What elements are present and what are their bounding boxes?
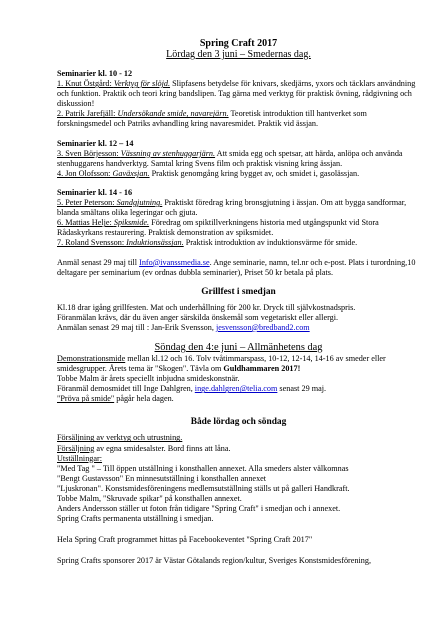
seminar-title: Gaväxsjan. — [112, 168, 150, 178]
exhibition-item: "Ljuskronan". Konstsmidesföreningens medlemsutställning ställs ut på galleri Handkraft. — [57, 483, 350, 493]
grill-heading: Grillfest i smedjan — [201, 286, 276, 297]
seminar-description: Slipfasens betydelse för knivars, skedjärns, yxors och täcklars användning och funktion. Praktik och teori kring bandslipen. Tag gärna med verktyg för praktisk övning, rådgivning och diskussion! — [57, 79, 416, 109]
sunday-heading: Söndag den 4:e juni – Allmänhetens dag — [154, 341, 323, 353]
grill-line-2: Föranmälan krävs, där du även anger särskilda önskemål som vegetariskt eller allergi. — [57, 312, 339, 322]
exhibition-item: "Med Tag " – Till öppen utställning i konsthallen annexet. Alla smeders alster välkomnas — [57, 463, 349, 473]
seminar-description: Praktisk genomgång kring bygget av, och smidet i, gasolässjan. — [149, 168, 360, 178]
seminar-presenter: 5. Peter Peterson: — [57, 198, 117, 208]
seminar-item-6 — [57, 218, 420, 238]
seminar-item-3 — [57, 149, 420, 169]
signup-details: . Ange seminarie, namn, tel.nr och e-post. Plats i turordning,10 deltagare per seminarium (ev ordnas dubbla seminarier), Priset 50 kr betala på plats. — [57, 257, 416, 277]
seminar-heading-2: Seminarier kl. 12 – 14 — [57, 138, 134, 148]
signup-paragraph — [57, 258, 420, 278]
seminar-presenter: 1. Knut Östgård: — [57, 79, 114, 89]
seminar-item-4 — [57, 169, 420, 179]
facebook-note: Hela Spring Craft programmet hittas på Facebookeventet "Spring Craft 2017" — [57, 535, 313, 545]
both-days-heading: Både lördag och söndag — [190, 417, 287, 428]
sunday-line-4 — [57, 394, 420, 404]
both-line-1 — [57, 433, 420, 443]
sales-tools: Försäljning av verktyg och utrustning. — [57, 433, 183, 443]
seminar-description: Teoretisk introduktion till hantverket som forskningsmedel och Patriks avhandling kring navaresmidet. Praktik vid ässjan. — [57, 109, 367, 129]
seminar-heading-1: Seminarier kl. 10 - 12 — [57, 69, 133, 78]
seminar-title: Spiksmide. — [113, 218, 150, 228]
grill-contact: Anmälan senast 29 maj till : Jan-Erik Svensson, — [57, 322, 216, 332]
seminar-title: Sandgjutning. — [116, 198, 163, 208]
seminar-presenter: 6. Mattias Helje: — [57, 218, 114, 228]
seminar-presenter: 3. Sven Börjesson: — [57, 148, 121, 158]
seminar-presenter: 4. Jon Olofsson: — [57, 168, 113, 178]
prova-label: "Pröva på smide" — [57, 394, 115, 404]
grill-email-link[interactable]: jesvensson@bredband2.com — [215, 322, 310, 332]
sales-label: Försäljning — [57, 443, 95, 453]
demo-email-link[interactable]: inge.dahlgren@telia.com — [194, 384, 278, 394]
seminar-title: Induktionsässjan. — [126, 238, 184, 248]
seminar-presenter: 7. Roland Svensson: — [57, 238, 127, 248]
seminar-description: Praktisk introduktion av induktionsvärme för smide. — [183, 238, 358, 248]
seminar-item-2 — [57, 109, 420, 129]
seminar-item-5 — [57, 198, 420, 218]
seminar-presenter: 2. Patrik Jarefjäll: — [57, 109, 118, 119]
seminar-title: Verktyg för slöjd. — [113, 79, 171, 89]
seminar-description: Att smida egg och spetsar, att härda, anlöpa och använda stenhuggarens handverktyg. Samtal kring Svens film och praktisk visning kring ässjan. — [57, 148, 403, 168]
demo-contact: Föranmäl demosmidet till Inge Dahlgren, — [57, 384, 195, 394]
seminar-item-1 — [57, 79, 420, 109]
demo-deadline: senast 29 maj. — [277, 384, 327, 394]
exhibition-item: Anders Andersson ställer ut foton från tidigare "Spring Craft" i smedjan och i annexet. — [57, 504, 341, 514]
sunday-line-3 — [57, 384, 420, 394]
exhibition-item: "Bengt Gustavsson" En minnesutställning i konsthallen annexet — [57, 473, 267, 483]
seminar-title: Vässning av stenhuggarjärn. — [120, 148, 216, 158]
signup-text: Anmäl senast 29 maj till — [57, 257, 140, 267]
sunday-line-2: Tobbe Malm är årets speciellt inbjudna smideskonstnär. — [57, 374, 240, 384]
demo-text: mellan kl.12 och 16. Tolv tvåtimmarspass, 10-12, 12-14, 14-16 av smeder eller smidesgrupper. Årets tema är "Skogen". Tävla om — [57, 353, 386, 374]
document-subtitle: Lördag den 3 juni – Smedernas dag. — [166, 49, 311, 60]
demo-label: Demonstrationsmide — [57, 353, 126, 363]
sponsors-line: Spring Crafts sponsorer 2017 är Västar Götalands region/kultur, Sveriges Konstsmidesförening, — [57, 556, 372, 566]
grill-line-1: Kl.18 drar igång grillfesten. Mat och underhållning för 200 kr. Dryck till självkostnadspris. — [57, 302, 356, 312]
signup-email-link[interactable]: Info@ivanssmedia.se — [139, 257, 210, 267]
seminar-description: Praktiskt föredrag kring bronsgjutning i ässjan. Om att bygga sandformar, blanda smältans olika legeringar och gjuta. — [57, 198, 407, 218]
guldhammaren-label: Guldhammaren 2017! — [223, 364, 301, 374]
seminar-title: Undersökande smide, navarejärn. — [117, 109, 229, 119]
seminar-description: Föredrag om spiktillverkningens historia med utgångspunkt vid Stora Rådaskyrkans restaurering. Praktisk demonstration av spiksmidet. — [57, 218, 379, 238]
sales-text: av egna smidesalster. Bord finns att låna. — [94, 443, 231, 453]
exhibition-item: Spring Crafts permanenta utställning i smedjan. — [57, 514, 214, 524]
exhibition-item: Tobbe Malm, "Skruvade spikar" på konsthallen annexet. — [57, 494, 242, 503]
both-line-3 — [57, 454, 420, 464]
grill-line-3 — [57, 323, 420, 333]
both-line-2 — [57, 444, 420, 454]
exhibitions-label: Utställningar: — [57, 453, 103, 463]
seminar-heading-3: Seminarier kl. 14 - 16 — [57, 187, 133, 197]
seminar-item-7 — [57, 238, 420, 248]
document-title: Spring Craft 2017 — [199, 38, 278, 49]
prova-text: pågår hela dagen. — [114, 394, 174, 404]
sunday-demo-paragraph — [57, 354, 420, 374]
